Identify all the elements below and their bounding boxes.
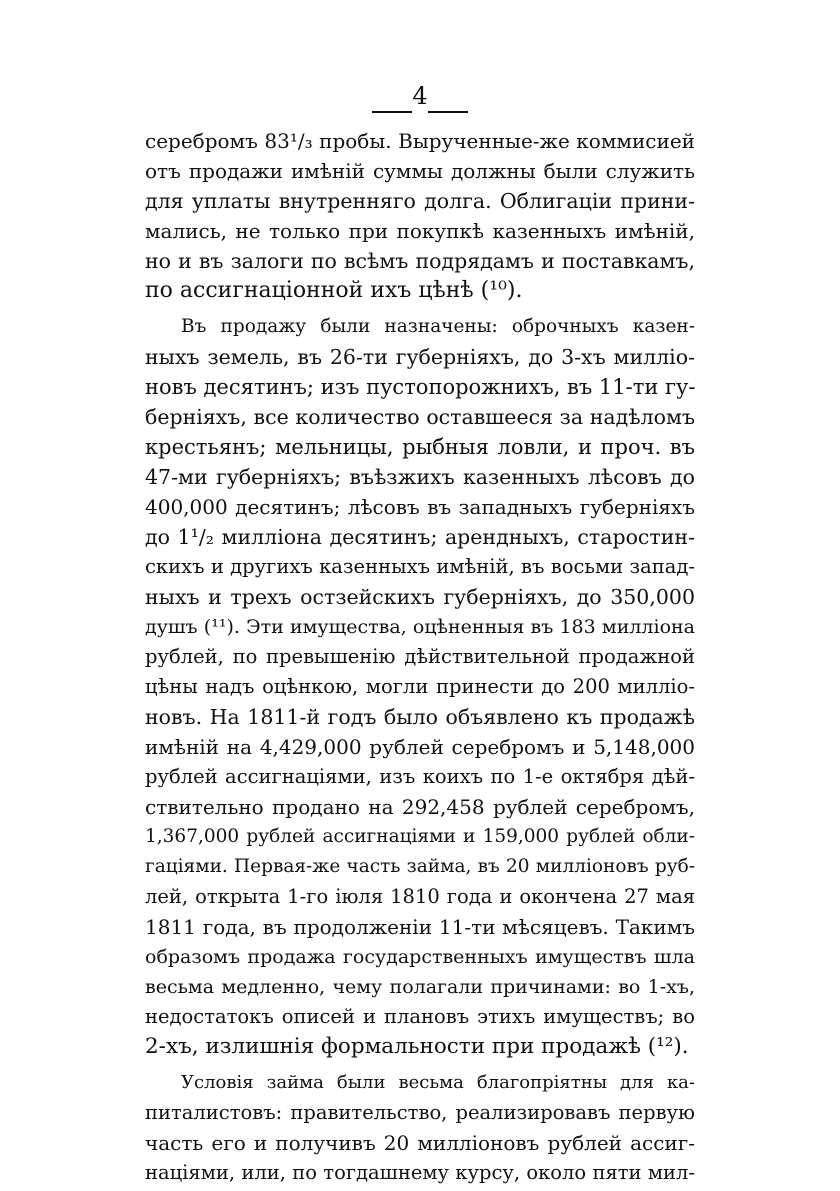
- body-text: [145, 126, 695, 1188]
- paragraph: [145, 126, 695, 306]
- text-line: рублей, по превышенію дѣйствительной продажной: [145, 645, 695, 668]
- header-rule-right: [428, 111, 468, 113]
- text-line: крестьянъ; мельницы, рыбныя ловли, и проч. въ: [145, 435, 695, 459]
- text-line: гаціями. Первая-же часть займа, въ 20 милліоновъ руб-: [145, 856, 695, 877]
- text-line: лей, открыта 1-го іюля 1810 года и окончена 27 мая: [145, 885, 695, 908]
- text-line: 47-ми губерніяхъ; въѣзжихъ казенныхъ лѣсовъ до: [145, 465, 695, 489]
- text-line: весьма медленно, чему полагали причинами: во 1-хъ,: [145, 976, 695, 998]
- text-line: скихъ и другихъ казенныхъ имѣній, въ восьми запад-: [145, 555, 695, 578]
- text-line: 400,000 десятинъ; лѣсовъ въ западныхъ губерніяхъ: [145, 495, 695, 519]
- page-number: 4: [412, 82, 428, 110]
- text-line: 1811 года, въ продолженіи 11-ти мѣсяцевъ. Такимъ: [145, 915, 695, 939]
- page-header: [370, 84, 470, 118]
- paragraph: [145, 312, 695, 1062]
- text-line: берніяхъ, все количество оставшееся за надѣломъ: [145, 405, 695, 429]
- text-line: націями, или, по тогдашнему курсу, около пяти мил-: [145, 1161, 695, 1184]
- paragraph: [145, 1068, 695, 1188]
- text-line: рублей ассигнаціями, изъ коихъ по 1-е октября дѣй-: [145, 765, 695, 788]
- text-line: отъ продажи имѣній суммы должны были служить: [145, 159, 695, 183]
- text-line: недостатокъ описей и плановъ этихъ имуществъ; во: [145, 1005, 695, 1028]
- text-line: ныхъ и трехъ остзейскихъ губерніяхъ, до 350,000: [145, 585, 695, 609]
- text-line: Условія займа были весьма благопріятны для ка-: [181, 1072, 695, 1093]
- text-line: мались, не только при покупкѣ казенныхъ имѣній,: [145, 219, 695, 243]
- text-line: по ассигнаціонной ихъ цѣнѣ (¹⁰).: [145, 278, 523, 303]
- header-rule-left: [372, 111, 412, 113]
- text-line: новъ. На 1811-й годъ было объявлено къ продажѣ: [145, 705, 695, 729]
- text-line: ствительно продано на 292,458 рублей серебромъ,: [145, 795, 695, 819]
- text-line: образомъ продажа государственныхъ имуществъ шла: [145, 946, 695, 968]
- text-line: душъ (¹¹). Эти имущества, оцѣненныя въ 183 милліона: [145, 616, 695, 638]
- text-line: серебромъ 83¹/₃ пробы. Вырученные-же коммисией: [145, 129, 695, 153]
- text-line: 2-хъ, излишнія формальности при продажѣ (¹²).: [145, 1034, 689, 1059]
- text-line: 1,367,000 рублей ассигнаціями и 159,000 рублей обли-: [145, 826, 695, 847]
- text-line: часть его и получивъ 20 милліоновъ рублей ассиг-: [145, 1131, 695, 1155]
- text-line: Въ продажу были назначены: оброчныхъ казен-: [181, 316, 695, 337]
- text-line: цѣны надъ оцѣнкою, могли принести до 200 милліо-: [145, 675, 695, 698]
- text-line: но и въ залоги по всѣмъ подрядамъ и поставкамъ,: [145, 249, 695, 273]
- text-line: питалистовъ: правительство, реализировавъ первую: [145, 1101, 695, 1124]
- text-line: новъ десятинъ; изъ пустопорожнихъ, въ 11-ти гу-: [145, 375, 696, 399]
- text-line: до 1¹/₂ милліона десятинъ; арендныхъ, старостин-: [145, 525, 695, 549]
- text-line: имѣній на 4,429,000 рублей серебромъ и 5,148,000: [145, 735, 695, 759]
- text-line: для уплаты внутренняго долга. Облигаціи прини-: [145, 189, 695, 213]
- text-line: ныхъ земель, въ 26-ти губерніяхъ, до 3-хъ милліо-: [145, 345, 695, 369]
